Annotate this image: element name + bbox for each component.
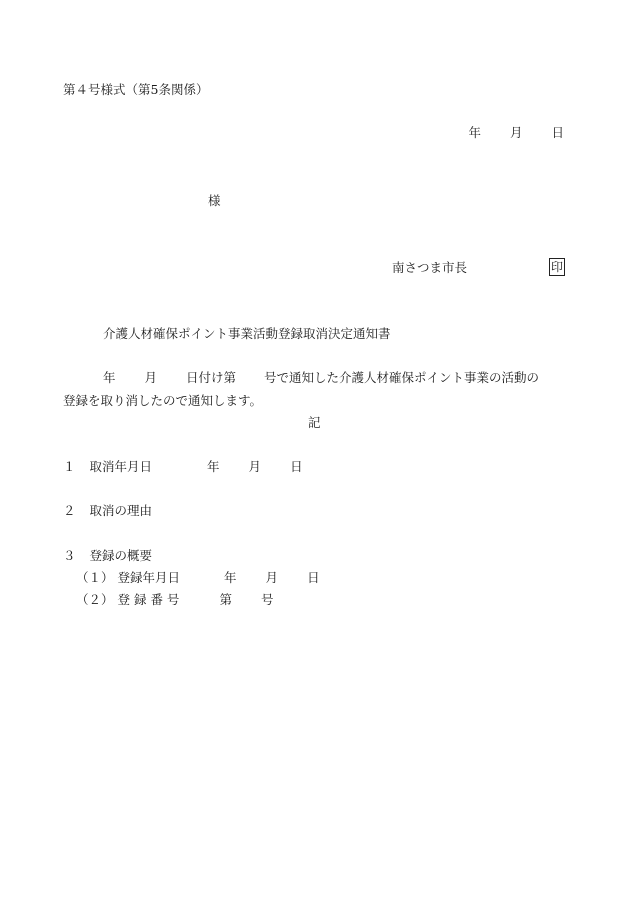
body-line-2: 登録を取り消したので通知します。 [63,393,263,408]
sub2-num: （２） [76,592,114,607]
sub-registration-number [76,592,273,608]
item-cancel-date [63,459,303,475]
sub2-suffix: 号 [260,592,274,607]
item-cancel-reason [63,503,152,519]
sub1-num: （１） [76,570,114,585]
item3-num: ３ [63,548,76,563]
sub2-prefix: 第 [219,592,232,607]
item1-year: 年 [207,459,220,474]
date-year: 年 [468,125,481,140]
item1-label: 取消年月日 [89,459,153,474]
item1-month: 月 [248,459,262,474]
sub1-label: 登録年月日 [117,570,181,585]
issuer-name: 南さつま市長 [392,260,468,275]
date-day: 日 [551,125,564,140]
body-number-text: 号で通知した介護人材確保ポイント事業の活動の [264,370,540,385]
sub1-year: 年 [224,570,237,585]
form-number: 第４号様式（第5条関係） [63,82,209,97]
body-year: 年 [103,370,116,385]
ki-heading: 記 [308,415,321,430]
date-month: 月 [509,125,523,140]
item2-label: 取消の理由 [89,503,153,518]
item1-day: 日 [290,459,303,474]
item2-num: ２ [63,503,76,518]
body-dated: 日付け第 [186,370,237,385]
item1-num: １ [63,459,76,474]
body-month: 月 [144,370,158,385]
seal-mark: 印 [551,260,564,274]
sub-registration-date [76,570,320,586]
item-registration-summary [63,548,152,564]
issue-date [468,125,564,141]
sub1-day: 日 [307,570,320,585]
item3-label: 登録の概要 [89,548,153,563]
body-line-1 [63,370,568,386]
sub2-label: 登 録 番 号 [117,592,180,607]
addressee-suffix: 様 [208,193,221,208]
document-title: 介護人材確保ポイント事業活動登録取消決定通知書 [103,326,391,341]
sub1-month: 月 [265,570,279,585]
